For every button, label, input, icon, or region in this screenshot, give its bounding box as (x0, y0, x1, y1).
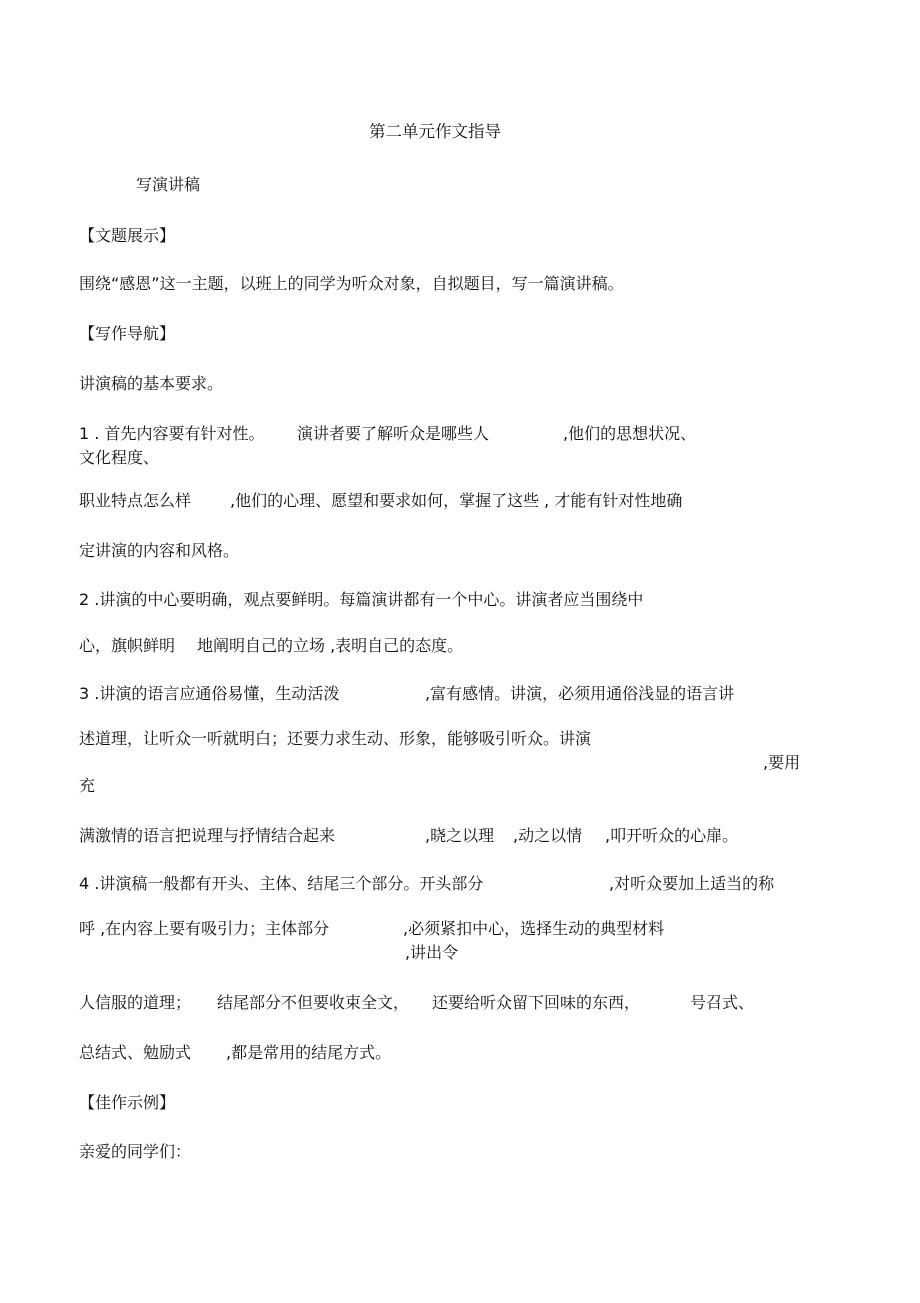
p4-line4-d: 号召式、 (690, 993, 755, 1012)
p3-line4-c: ,动之以情 (513, 826, 583, 845)
p4-line1-a: 4 .讲演稿一般都有开头、主体、结尾三个部分。开头部分 (79, 874, 484, 893)
p4-line1-b: ,对听众要加上适当的称 (609, 874, 775, 893)
p3-line2: 述道理，让听众一听就明白；还要力求生动、形象，能够吸引听众。讲演 (79, 729, 592, 748)
p3-line3: 充 (79, 776, 96, 795)
p3-line4-b: ,晓之以理 (425, 826, 495, 845)
p4-line4-c: 还要给听众留下回味的东西， (432, 993, 641, 1012)
p4-line5-b: ,都是常用的结尾方式。 (226, 1043, 392, 1062)
p4-line4-a: 人信服的道理； (79, 993, 192, 1012)
p1-line3-b: ,他们的心理、愿望和要求如何，掌握了这些 , 才能有针对性地确 (230, 491, 683, 510)
topic-text: 围绕“感恩”这一主题，以班上的同学为听众对象，自拟题目，写一篇演讲稿。 (79, 274, 624, 293)
p4-line5-a: 总结式、勉励式 (79, 1043, 192, 1062)
p4-line2-a: 呼 ,在内容上要有吸引力；主体部分 (79, 919, 330, 938)
p2-line2-a: 心，旗帜鲜明 (79, 636, 176, 655)
guide-intro: 讲演稿的基本要求。 (79, 374, 224, 393)
p1-line1-c: ,他们的思想状况、 (563, 424, 697, 443)
p2-line1: 2 .讲演的中心要明确，观点要鲜明。每篇演讲都有一个中心。讲演者应当围绕中 (79, 590, 644, 609)
p3-line1-a: 3 .讲演的语言应通俗易懂，生动活泼 (79, 684, 340, 703)
example-heading: 【佳作示例】 (79, 1093, 176, 1112)
p3-line2-right: ,要用 (763, 753, 801, 772)
p2-line2-b: 地阐明自己的立场 ,表明自己的态度。 (197, 636, 464, 655)
p1-line3-a: 职业特点怎么样 (79, 491, 192, 510)
p3-line4-d: ,叩开听众的心扉。 (605, 826, 739, 845)
p4-line4-b: 结尾部分不但要收束全文， (217, 993, 410, 1012)
p1-line1-a: 1 . 首先内容要有针对性。 (79, 424, 265, 443)
topic-heading: 【文题展示】 (79, 226, 176, 245)
p1-line1-b: 演讲者要了解听众是哪些人 (297, 424, 490, 443)
p3-line1-b: ,富有感情。讲演，必须用通俗浅显的语言讲 (425, 684, 735, 703)
example-greeting: 亲爱的同学们： (79, 1142, 192, 1161)
p3-line4-a: 满激情的语言把说理与抒情结合起来 (79, 826, 336, 845)
p4-line2-b: ,必须紧扣中心，选择生动的典型材料 (403, 919, 665, 938)
page-title: 第二单元作文指导 (369, 122, 501, 141)
p4-line3: ,讲出令 (405, 943, 459, 962)
p1-line4: 定讲演的内容和风格。 (79, 541, 240, 560)
subtitle: 写演讲稿 (136, 175, 201, 194)
p1-line2: 文化程度、 (79, 448, 160, 467)
guide-heading: 【写作导航】 (79, 324, 176, 343)
